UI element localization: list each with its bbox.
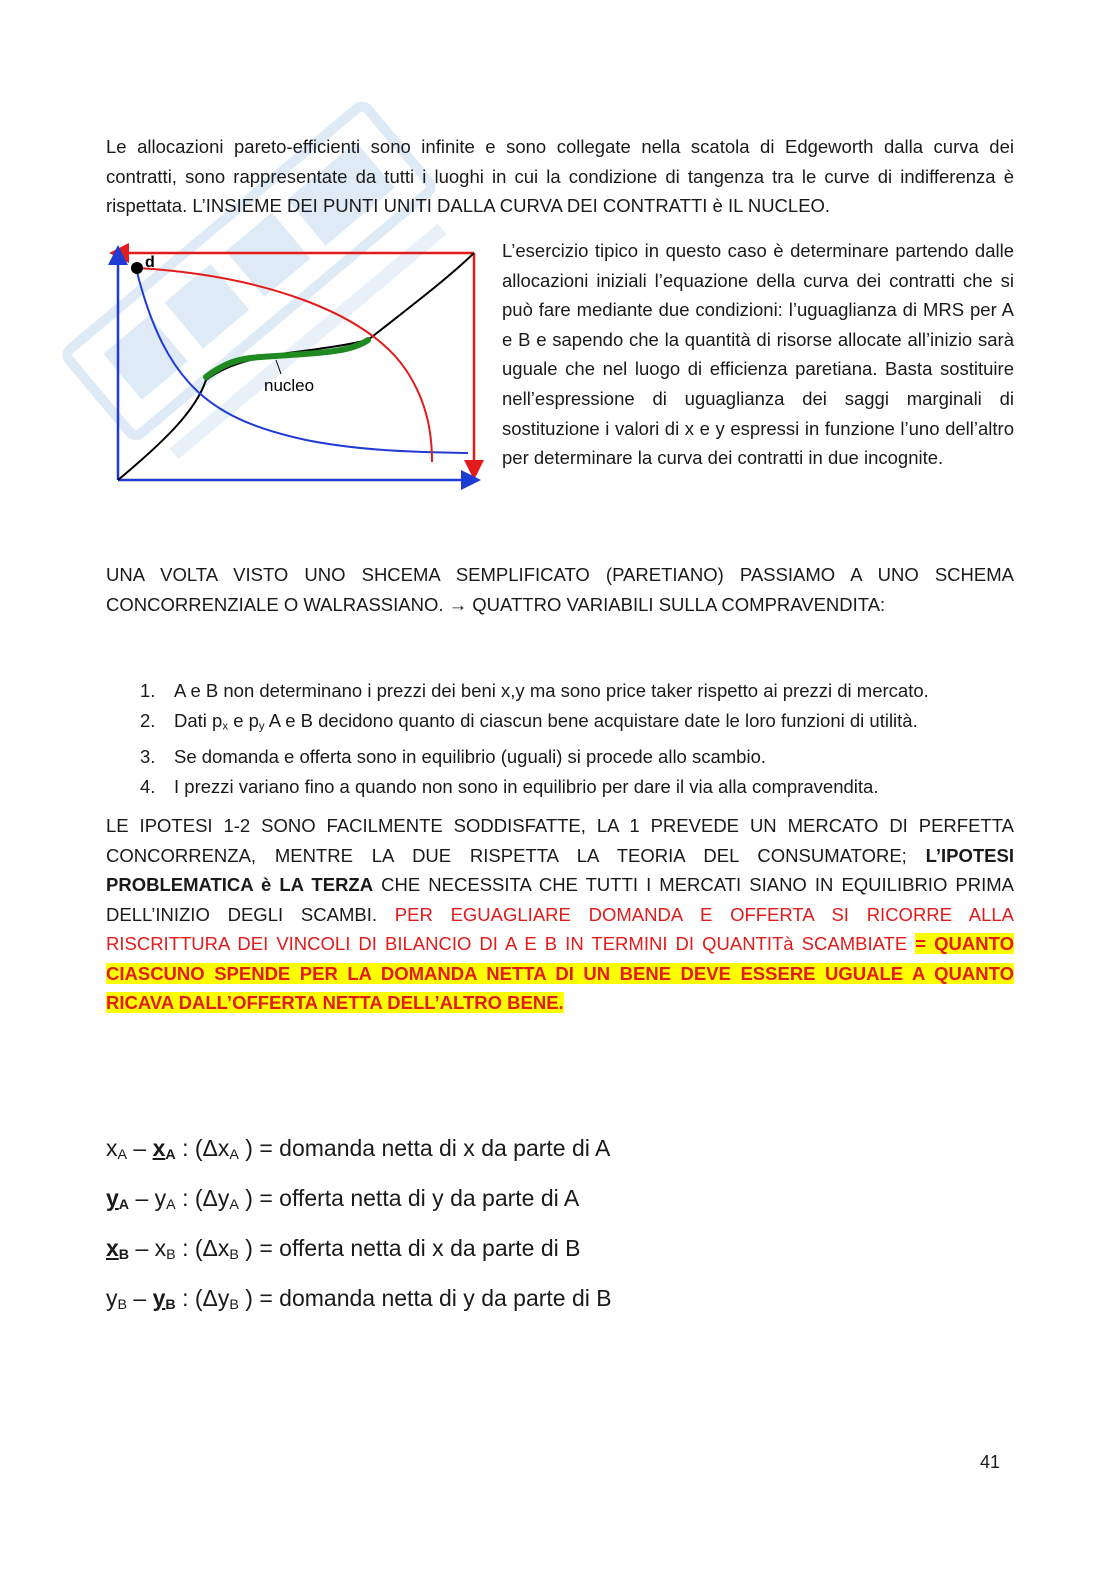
list-item: 2. Dati $p_x$ e $p_y$ A e B decidono quanto di ciascun bene acquistare date le loro funzioni di utilità. [140,709,918,733]
bold-statement: L’IPOTESI PROBLEMATICA è LA TERZA [106,844,1014,895]
label-nucleo: nucleo [264,376,315,395]
endowment-point-d [131,262,143,274]
formula-line: $x_B - x_B$ : ($\Delta x_B$ ) = offerta netta di x da parte di B [106,1235,581,1264]
nucleo-pointer [276,360,281,374]
exercise-paragraph: L’esercizio tipico in questo caso è determinare partendo dalle allocazioni iniziali l’equazione della curva dei contratti che si può fare mediante due condizioni: l’uguaglianza di MRS per A e B e sapendo che la quantità di risorse allocate all’inizio sarà uguale che nel luogo di efficienza paretiana. Basta sostituire nell’espressione di uguaglianza dei saggi marginali di sostituzione i valori di x e y espressi in funzione l’uno dell’altro per determinare la curva dei contratti in due incognite. [502,240,1014,469]
intro-paragraph: Le allocazioni pareto-efficienti sono infinite e sono collegate nella scatola di Edgeworth dalla curva dei contratti, sono rappresentate da tutti i luoghi in cui la condizione di tangenza tra le curve di indifferenza è rispettata. L’INSIEME DEI PUNTI UNITI DALLA CURVA DEI CONTRATTI è IL NUCLEO. [106,136,1014,216]
list-item: 3. Se domanda e offerta sono in equilibrio (uguali) si procede allo scambio. [140,745,767,767]
red-statement: PER EGUAGLIARE DOMANDA E OFFERTA SI RICORRE ALLA RISCRITTURA DEI VINCOLI DI BILANCIO DI A E B IN TERMINI DI QUANTITà SCAMBIATE [106,903,1015,954]
label-d: d [145,254,155,271]
formula-line: $y_A - y_A$ : ($\Delta y_A$ ) = offerta netta di y da parte di A [106,1185,580,1214]
hypotheses-list [106,676,1016,801]
edgeworth-box-diagram [106,240,486,495]
formula-line: $y_B - y_B$ : ($\Delta y_B$ ) = domanda netta di y da parte di B [106,1285,612,1314]
hypotheses-paragraph: LE IPOTESI 1-2 SONO FACILMENTE SODDISFATTE, LA 1 PREVEDE UN MERCATO DI PERFETTA CONCORRENZA, MENTRE LA DUE RISPETTA LA TEORIA DEL CONSUMATORE; L’IPOTESI PROBLEMATICA è LA TERZA CHE NECESSITA CHE TUTTI I MERCATI SIANO IN EQUILIBRIO PRIMA DELL’INIZIO DEGLI SCAMBI. PER EGUAGLIARE DOMANDA E OFFERTA SI RICORRE ALLA RISCRITTURA DEI VINCOLI DI BILANCIO DI A E B IN TERMINI DI QUANTITà SCAMBIATE = QUANTO CIASCUNO SPENDE PER LA DOMANDA NETTA DI UN BENE DEVE ESSERE UGUALE A QUANTO RICAVA DALL’OFFERTA NETTA DELL’ALTRO BENE. [106,815,1015,1013]
scheme-paragraph: UNA VOLTA VISTO UNO SHCEMA SEMPLIFICATO (PARETIANO) PASSIAMO A UNO SCHEMA CONCORRENZIALE O WALRASSIANO. → QUATTRO VARIABILI SULLA COMPRAVENDITA: [106,564,1014,615]
indifference-curve-b [138,268,432,462]
formula-line: $x_A - x_A$ : ($\Delta x_A$ ) = domanda netta di x da parte di A [106,1135,611,1164]
page-number: 41 [980,1452,1001,1472]
indifference-curve-a [136,268,468,453]
highlighted-statement: = QUANTO CIASCUNO SPENDE PER LA DOMANDA NETTA DI UN BENE DEVE ESSERE UGUALE A QUANTO RICAVA DALL’OFFERTA NETTA DELL’ALTRO BENE. [106,933,1014,1013]
list-item: 4. I prezzi variano fino a quando non sono in equilibrio per dare il via alla compravendita. [140,775,879,797]
formulas-block [106,1128,612,1328]
list-item: 1. A e B non determinano i prezzi dei beni x,y ma sono price taker rispetto ai prezzi di mercato. [140,680,929,701]
contract-curve [118,253,474,480]
